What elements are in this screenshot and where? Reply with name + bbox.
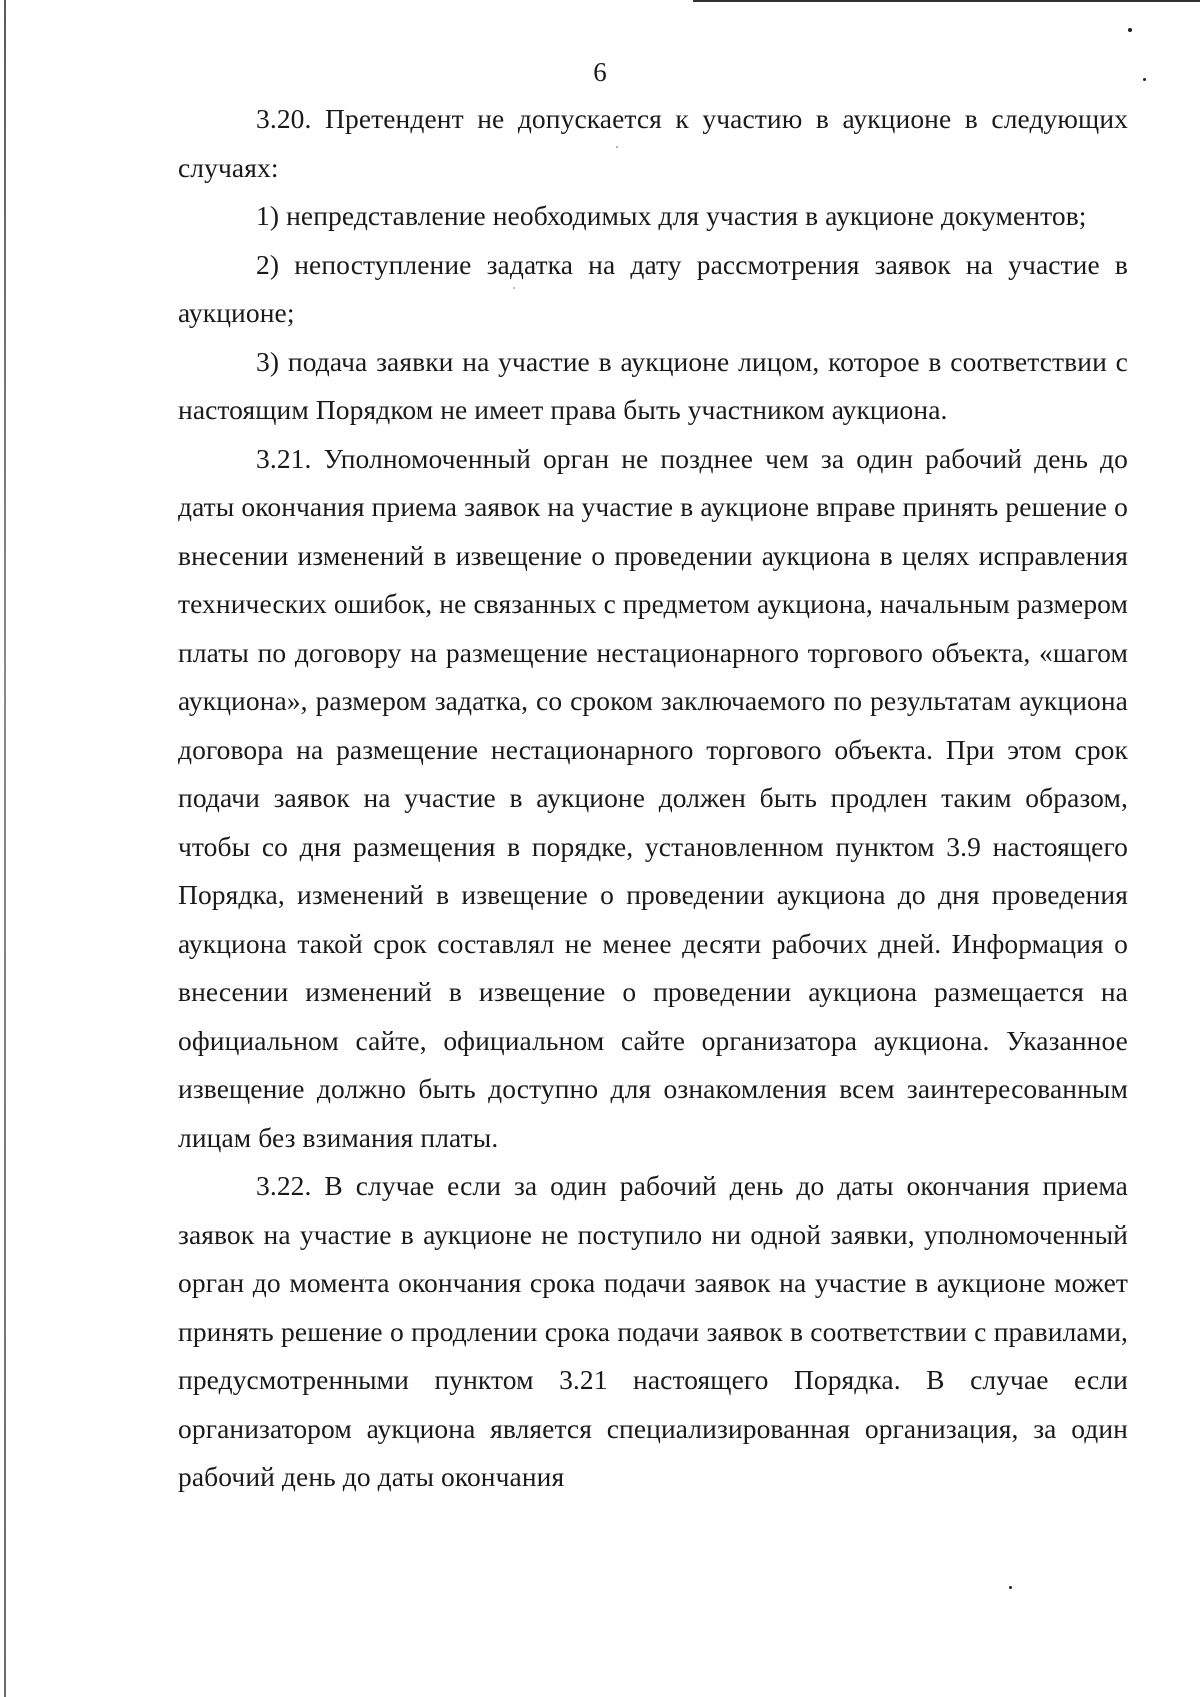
clause-3-20-item-3: 3) подача заявки на участие в аукционе лицом, которое в соответствии с настоящим Порядком не имеет права быть участником аукциона. (178, 345, 1128, 425)
scan-border-top (693, 0, 1200, 2)
clause-3-22: 3.22. В случае если за один рабочий день до даты окончания приема заявок на участие в аукционе не поступило ни одной заявки, уполномоченный орган до момента окончания срока подачи заявок на участие в аукционе может принять решение о продлении срока подачи заявок в соответствии с правилами, предусмотренными пунктом 3.21 настоящего Порядка. В случае если организатором аукциона является специализированная организация, за один рабочий день до даты окончания (178, 1170, 1128, 1492)
clause-3-21: 3.21. Уполномоченный орган не позднее чем за один рабочий день до даты окончания приема заявок на участие в аукционе вправе принять решение о внесении изменений в извещение о проведении аукциона в целях исправления технических ошибок, не связанных с предметом аукциона, начальным размером платы по договору на размещение нестационарного торгового объекта, «шагом аукциона», размером задатка, со сроком заключаемого по результатам аукциона договора на размещение нестационарного торгового объекта. При этом срок подачи заявок на участие в аукционе должен быть продлен таким образом, чтобы со дня размещения в порядке, установленном пунктом 3.9 настоящего Порядка, изменений в извещение о проведении аукциона до дня проведения аукциона такой срок составлял не менее десяти рабочих дней. Информация о внесении изменений в извещение о проведении аукциона размещается на официальном сайте, официальном сайте организатора аукциона. Указанное извещение должно быть доступно для ознакомления всем заинтересованным лицам без взимания платы. (178, 442, 1128, 1153)
page-number: 6 (593, 57, 607, 87)
clause-3-20: 3.20. Претендент не допускается к участию в аукционе в следующих случаях: (178, 103, 1128, 183)
clause-3-20-item-1: 1) непредставление необходимых для участия в аукционе документов; (256, 200, 1087, 231)
clause-3-20-item-2: 2) непоступление задатка на дату рассмотрения заявок на участие в аукционе; (178, 248, 1128, 328)
document-body (178, 95, 1128, 1502)
scan-speck (1009, 1586, 1012, 1589)
scan-speck (1128, 28, 1132, 32)
scan-border-left (4, 0, 6, 1697)
